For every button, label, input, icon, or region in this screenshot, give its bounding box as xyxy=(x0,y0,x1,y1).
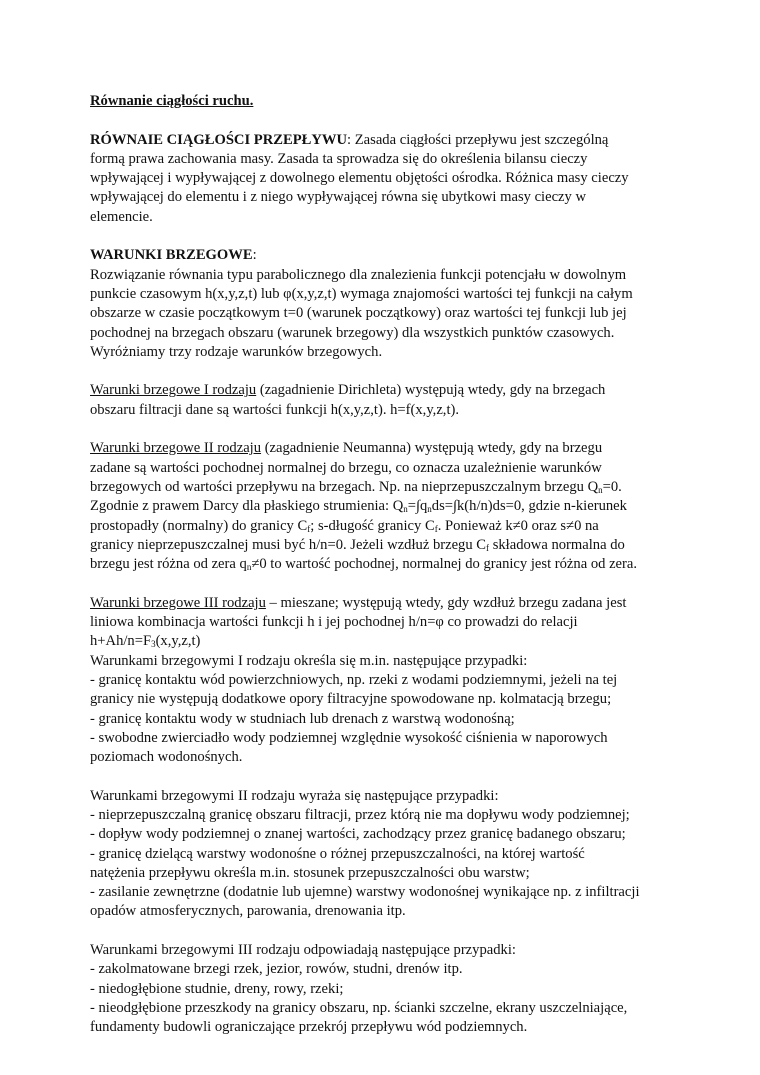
paragraph-line: obszarze w czasie początkowym t=0 (warunek początkowy) oraz wartości tej funkcji lub jej xyxy=(90,305,627,322)
list-item: - nieodgłębione przeszkody na granicy obszaru, np. ścianki szczelne, ekrany uszczelniające, xyxy=(90,999,628,1016)
paragraph-line: brzegowych od wartości przepływu na brzegach. Np. na nieprzepuszczalnym brzegu $Q_n=0$. xyxy=(90,478,622,495)
paragraph-line: pochodnej na brzegach obszaru (warunek brzegowy) dla wszystkich punktów czasowych. xyxy=(90,324,615,341)
paragraph-line: prostopadły (normalny) do granicy $C_f$; s-długość granicy $C_f$. Ponieważ k≠0 oraz s≠0 na xyxy=(90,517,599,534)
spacer xyxy=(90,767,675,786)
paragraph-line: liniowa kombinacja wartości funkcji h i jej pochodnej h/n=φ co prowadzi do relacji xyxy=(90,614,578,631)
list-item: granicy nie występują dodatkowe opory filtracyjne spowodowane np. kolmatacją brzegu; xyxy=(90,691,612,708)
paragraph-line: Warunki brzegowe I rodzaju (zagadnienie Dirichleta) występują wtedy, gdy na brzegach xyxy=(90,382,606,399)
document-page xyxy=(90,92,675,1038)
paragraph-line: $h+Ah/n=F_3(x,y,z,t)$ xyxy=(90,633,201,650)
list-item: - granicę dzielącą warstwy wodonośne o różnej przepuszczalności, na której wartość xyxy=(90,845,585,862)
spacer xyxy=(90,420,675,439)
paragraph-line: obszaru filtracji dane są wartości funkcji h(x,y,z,t). h=f(x,y,z,t). xyxy=(90,401,460,418)
list-intro: Warunkami brzegowymi III rodzaju odpowiadają następujące przypadki: xyxy=(90,942,516,959)
paragraph-line: punkcie czasowym h(x,y,z,t) lub φ(x,y,z,t) wymaga znajomości wartości tej funkcji na całym xyxy=(90,285,633,302)
spacer xyxy=(90,111,675,130)
list-item: fundamenty budowli ograniczające przekrój przepływu wód podziemnych. xyxy=(90,1019,528,1036)
paragraph-line: Warunki brzegowe III rodzaju – mieszane; występują wtedy, gdy wzdłuż brzegu zadana jest xyxy=(90,594,627,611)
list-intro: Warunkami brzegowymi I rodzaju określa się m.in. następujące przypadki: xyxy=(90,652,528,669)
section-heading: WARUNKI BRZEGOWE xyxy=(90,247,253,264)
cases-type-1 xyxy=(90,652,675,768)
type-label: Warunki brzegowe II rodzaju xyxy=(90,440,262,457)
section-continuity-equation xyxy=(90,131,675,227)
cases-type-3 xyxy=(90,941,675,1037)
list-item: - dopływ wody podziemnej o znanej wartości, zachodzący przez granicę badanego obszaru; xyxy=(90,826,626,843)
spacer xyxy=(90,574,675,593)
boundary-type-3 xyxy=(90,594,675,652)
spacer xyxy=(90,922,675,941)
section-line: RÓWNAIE CIĄGŁOŚCI PRZEPŁYWU: Zasada ciągłości przepływu jest szczególną xyxy=(90,131,609,148)
paragraph-line: Warunki brzegowe II rodzaju (zagadnienie Neumanna) występują wtedy, gdy na brzegu xyxy=(90,440,603,457)
boundary-type-2 xyxy=(90,439,675,574)
cases-type-2 xyxy=(90,787,675,922)
paragraph-line: wpływającej i wypływającej z dowolnego elementu objętości ośrodka. Różnica masy cieczy xyxy=(90,170,629,187)
paragraph-line: wpływającej do elementu i z niego wypływającej równa się ubytkowi masy cieczy w xyxy=(90,189,587,206)
paragraph-line: Wyróżniamy trzy rodzaje warunków brzegowych. xyxy=(90,343,383,360)
list-item: - granicę kontaktu wody w studniach lub drenach z warstwą wodonośną; xyxy=(90,710,515,727)
list-item: - swobodne zwierciadło wody podziemnej względnie wysokość ciśnienia w naporowych xyxy=(90,729,608,746)
paragraph-line: granicy nieprzepuszczalnej musi być h/n=0. Jeżeli wzdłuż brzegu $C_f$ składowa normalna do xyxy=(90,536,625,553)
list-item: - niedogłębione studnie, dreny, rowy, rzeki; xyxy=(90,980,344,997)
list-item: - granicę kontaktu wód powierzchniowych, np. rzeki z wodami podziemnymi, jeżeli na tej xyxy=(90,671,618,688)
list-item: - zasilanie zewnętrzne (dodatnie lub ujemne) warstwy wodonośnej wynikające np. z infiltracji xyxy=(90,884,640,901)
boundary-type-1 xyxy=(90,381,675,420)
section-boundary-conditions xyxy=(90,246,675,362)
paragraph-line: Zgodnie z prawem Darcy dla płaskiego strumienia: $Q_n=\int q_nds=\int k(h/n)ds=0$, gdzie n-kierunek xyxy=(90,498,627,515)
spacer xyxy=(90,362,675,381)
paragraph-line: formą prawa zachowania masy. Zasada ta sprowadza się do określenia bilansu cieczy xyxy=(90,150,588,167)
paragraph-line: elemencie. xyxy=(90,208,153,225)
section-line: WARUNKI BRZEGOWE: xyxy=(90,247,257,264)
spacer xyxy=(90,227,675,246)
paragraph-line: brzegu jest różna od zera $q_n\ne 0$ to wartość pochodnej, normalnej do granicy jest różna od zera. xyxy=(90,556,638,573)
type-label: Warunki brzegowe III rodzaju xyxy=(90,594,266,611)
section-heading: RÓWNAIE CIĄGŁOŚCI PRZEPŁYWU xyxy=(90,131,348,148)
document-title: Równanie ciągłości ruchu. xyxy=(90,93,254,109)
list-item: opadów atmosferycznych, parowania, drenowania itp. xyxy=(90,903,406,920)
list-item: - zakolmatowane brzegi rzek, jezior, rowów, studni, drenów itp. xyxy=(90,961,463,978)
list-item: natężenia przepływu określa m.in. stosunek przepuszczalności obu warstw; xyxy=(90,864,530,881)
paragraph-line: Rozwiązanie równania typu parabolicznego dla znalezienia funkcji potencjału w dowolnym xyxy=(90,266,627,283)
list-item: poziomach wodonośnych. xyxy=(90,749,243,766)
list-intro: Warunkami brzegowymi II rodzaju wyraża się następujące przypadki: xyxy=(90,787,499,804)
list-item: - nieprzepuszczalną granicę obszaru filtracji, przez którą nie ma dopływu wody podziemnej; xyxy=(90,806,630,823)
type-label: Warunki brzegowe I rodzaju xyxy=(90,382,257,399)
paragraph-line: zadane są wartości pochodnej normalnej do brzegu, co oznacza uzależnienie warunków xyxy=(90,459,602,476)
